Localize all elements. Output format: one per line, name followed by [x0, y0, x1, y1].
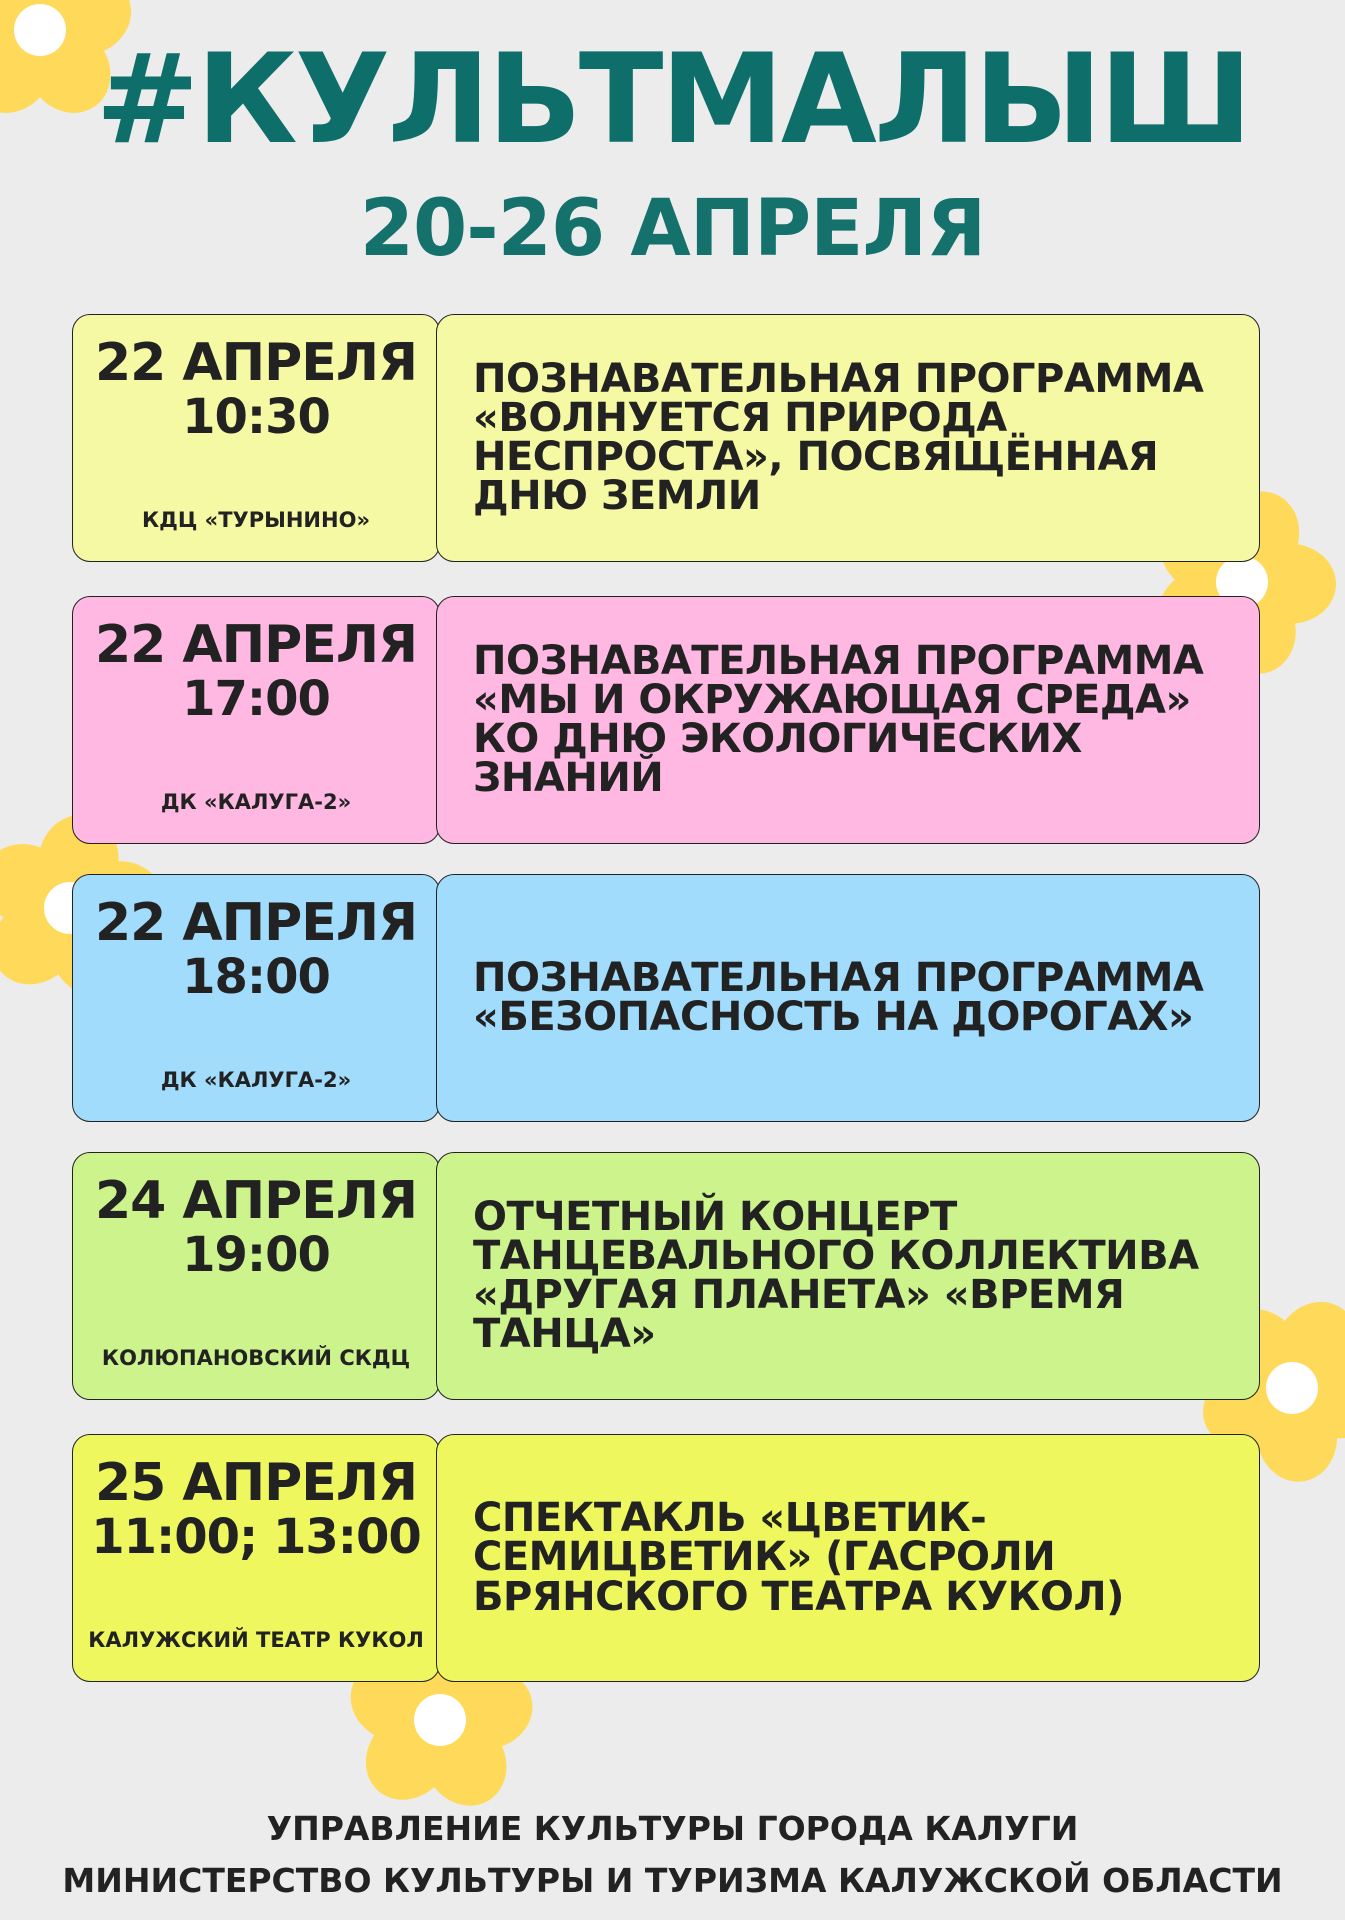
event-venue: ДК «КАЛУГА-2»	[160, 1067, 352, 1092]
event-description-card	[436, 1434, 1260, 1682]
event-date-card	[72, 596, 440, 844]
event-venue: КДЦ «ТУРЫНИНО»	[141, 507, 371, 532]
event-description-card	[436, 874, 1260, 1122]
event-date: 24 АПРЕЛЯ	[94, 1171, 418, 1231]
event-time: 10:30	[182, 389, 330, 445]
page-title: #КУЛЬТМАЛЫШ	[95, 28, 1250, 172]
footer-ministry: МИНИСТЕРСТВО КУЛЬТУРЫ И ТУРИЗМА КАЛУЖСКОЙ ОБЛАСТИ	[62, 1861, 1283, 1900]
event-time: 17:00	[182, 671, 330, 727]
event-description-card	[436, 314, 1260, 562]
event-date-card	[72, 314, 440, 562]
event-venue: ДК «КАЛУГА-2»	[160, 789, 352, 814]
event-date: 25 АПРЕЛЯ	[94, 1453, 418, 1513]
event-row	[72, 1434, 1260, 1684]
event-date: 22 АПРЕЛЯ	[94, 615, 418, 675]
event-time: 18:00	[182, 949, 330, 1005]
event-date-card	[72, 1152, 440, 1400]
event-row	[72, 1152, 1260, 1402]
event-date: 22 АПРЕЛЯ	[94, 893, 418, 953]
event-row	[72, 314, 1260, 564]
event-row	[72, 596, 1260, 846]
event-row	[72, 874, 1260, 1124]
event-venue: КАЛУЖСКИЙ ТЕАТР КУКОЛ	[88, 1627, 424, 1652]
event-time: 11:00; 13:00	[91, 1509, 421, 1565]
footer-organizer: УПРАВЛЕНИЕ КУЛЬТУРЫ ГОРОДА КАЛУГИ	[266, 1809, 1079, 1848]
event-date-card	[72, 1434, 440, 1682]
page-subtitle: 20-26 АПРЕЛЯ	[359, 184, 986, 274]
event-description: ПОЗНАВАТЕЛЬНАЯ ПРОГРАММА «БЕЗОПАСНОСТЬ НА ДОРОГАХ»	[473, 954, 1204, 1040]
event-description: ОТЧЕТНЫЙ КОНЦЕРТ ТАНЦЕВАЛЬНОГО КОЛЛЕКТИВА «ДРУГАЯ ПЛАНЕТА» «ВРЕМЯ ТАНЦА»	[473, 1193, 1199, 1358]
event-description: ПОЗНАВАТЕЛЬНАЯ ПРОГРАММА «ВОЛНУЕТСЯ ПРИРОДА НЕСПРОСТА», ПОСВЯЩЁННАЯ ДНЮ ЗЕМЛИ	[473, 355, 1204, 520]
event-description-card	[436, 1152, 1260, 1400]
event-description: ПОЗНАВАТЕЛЬНАЯ ПРОГРАММА «МЫ И ОКРУЖАЮЩАЯ СРЕДА» КО ДНЮ ЭКОЛОГИЧЕСКИХ ЗНАНИЙ	[473, 637, 1204, 802]
event-date: 22 АПРЕЛЯ	[94, 333, 418, 393]
event-description-card	[436, 596, 1260, 844]
event-venue: КОЛЮПАНОВСКИЙ СКДЦ	[101, 1345, 411, 1370]
event-time: 19:00	[182, 1227, 330, 1283]
event-date-card	[72, 874, 440, 1122]
event-description: СПЕКТАКЛЬ «ЦВЕТИК-СЕМИЦВЕТИК» (ГАСРОЛИ БРЯНСКОГО ТЕАТРА КУКОЛ)	[473, 1495, 1124, 1620]
